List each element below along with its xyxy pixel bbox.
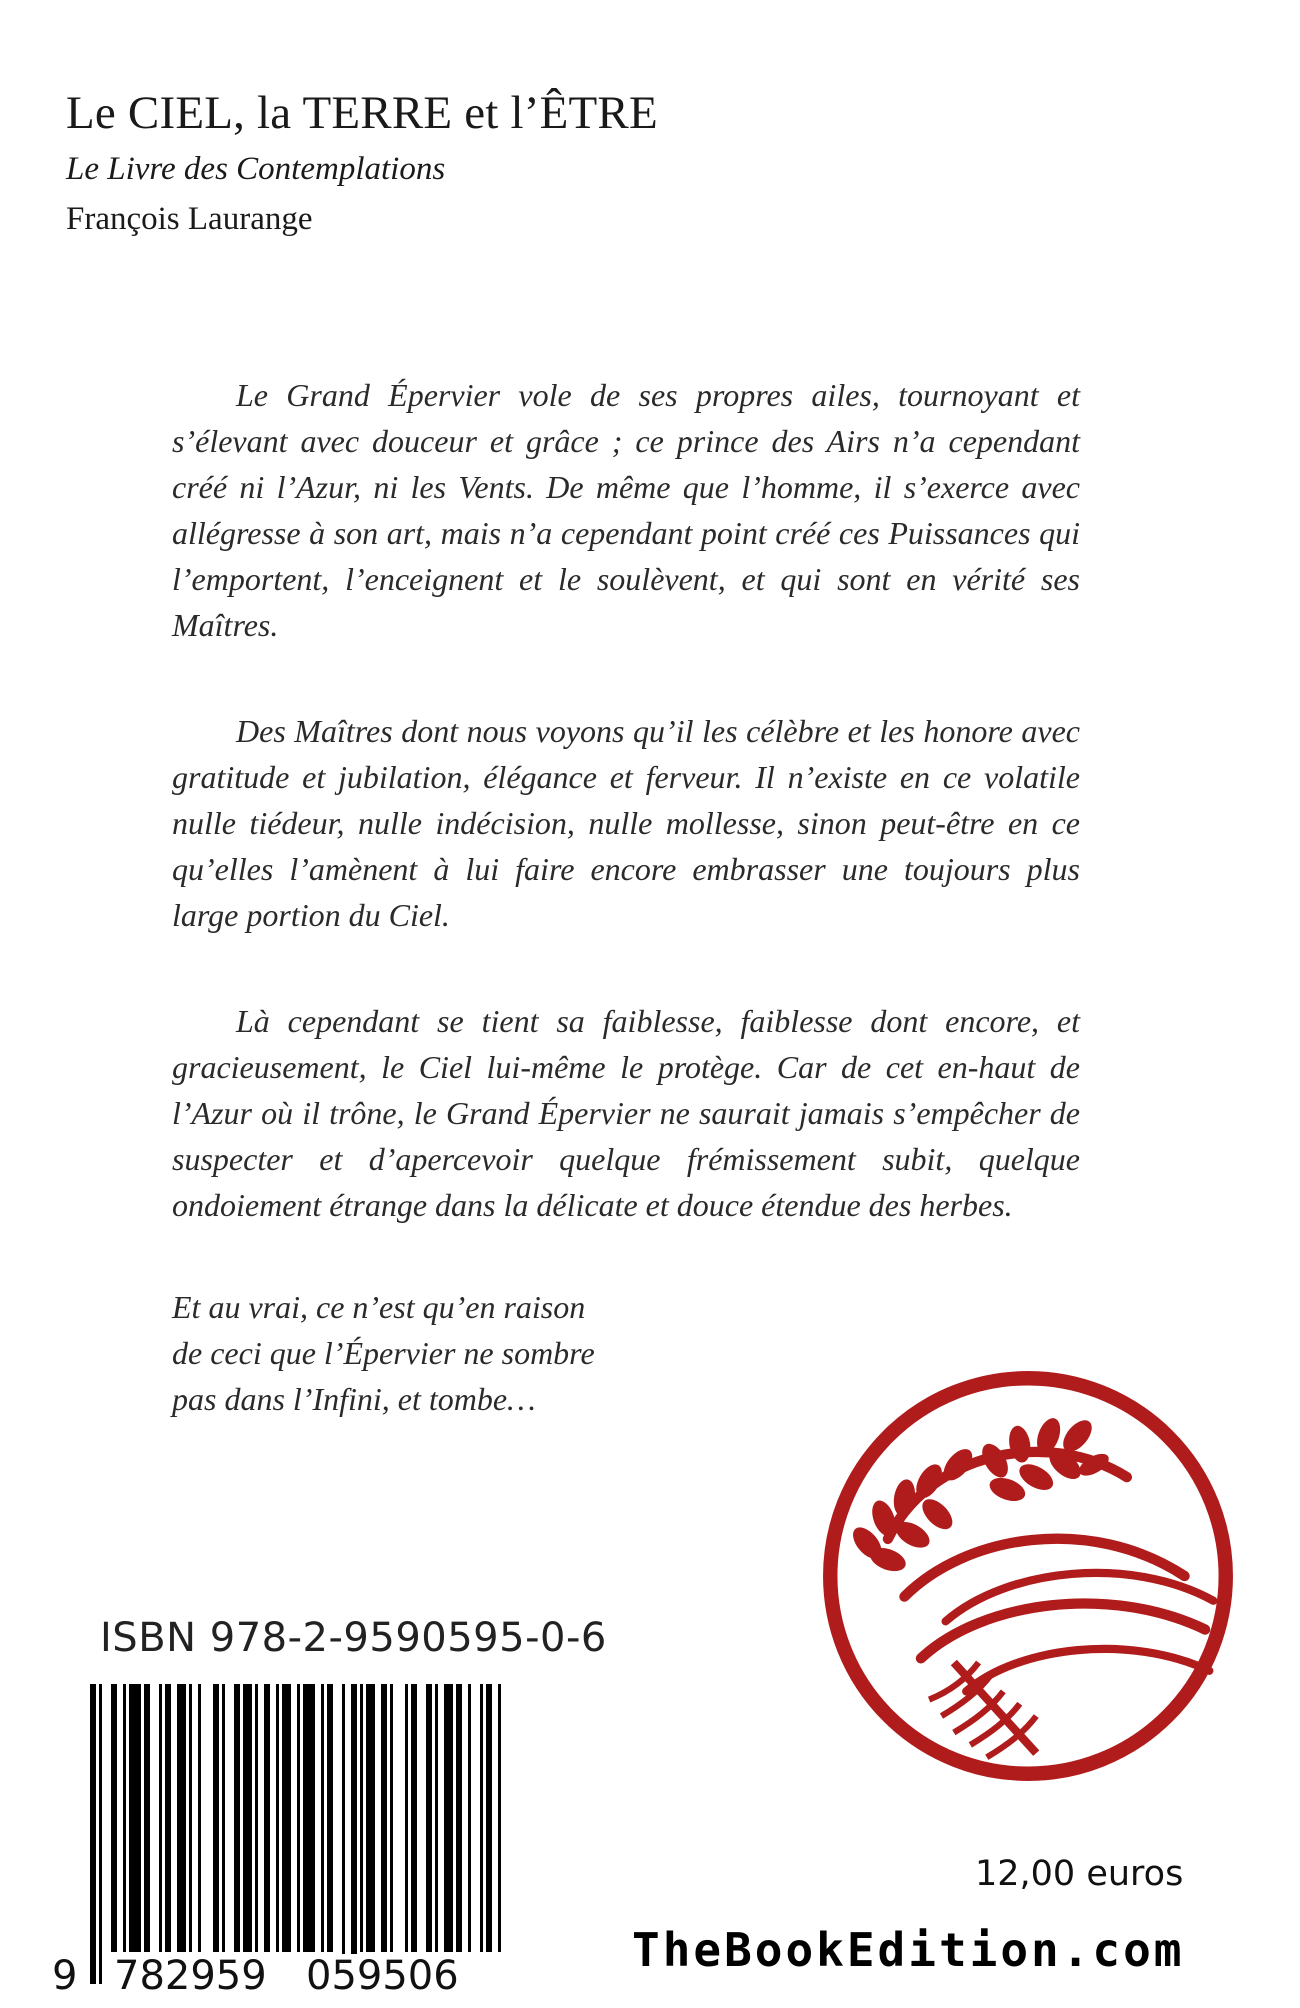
book-subtitle: Le Livre des Contemplations: [66, 151, 446, 187]
book-title: Le CIEL, la TERRE et l’ÊTRE: [66, 87, 658, 139]
barcode-bar: [381, 1684, 387, 1952]
barcode-bar: [177, 1684, 186, 1952]
barcode-bar: [342, 1684, 345, 1984]
barcode-bar: [198, 1684, 201, 1952]
blurb-paragraph: Des Maîtres dont nous voyons qu’il les célèbre et les honore avec gratitude et jubilation, élégance et ferveur. Il n’existe en ce volatile nulle tiédeur, nulle indécision, nulle mollesse, sinon peut-être en ce qu’elles l’amènent à lui faire encore embrasser une toujours plus large portion du Ciel.: [172, 713, 1080, 933]
barcode-bar: [264, 1684, 270, 1952]
barcode-bar: [213, 1684, 219, 1952]
barcode-bar: [99, 1684, 102, 1984]
barcode-bar: [243, 1684, 252, 1952]
barcode-bar: [255, 1684, 258, 1952]
barcode-lead-digit: 9: [52, 1953, 78, 1999]
barcode-bar: [360, 1684, 363, 1952]
barcode-bar: [222, 1684, 225, 1952]
barcode-bar: [123, 1684, 126, 1952]
barcode-bar: [390, 1684, 393, 1952]
barcode-bar: [327, 1684, 333, 1952]
barcode-bar: [456, 1684, 462, 1952]
barcode-bar: [144, 1684, 150, 1952]
barcode-bar: [444, 1684, 453, 1952]
barcode-bar: [297, 1684, 300, 1952]
barcode-left-digits: 782959: [114, 1953, 267, 1999]
barcode-bar: [411, 1684, 417, 1952]
barcode-bar: [90, 1684, 96, 1984]
price: 12,00 euros: [975, 1854, 1184, 1894]
barcode-bar: [282, 1684, 291, 1952]
barcode-bar: [351, 1684, 357, 1984]
barcode-bar: [435, 1684, 438, 1952]
barcode-bar: [426, 1684, 432, 1952]
barcode-bar: [159, 1684, 162, 1952]
barcode-bar: [486, 1684, 492, 1952]
isbn-label: ISBN 978-2-9590595-0-6: [100, 1615, 607, 1661]
barcode-bar: [234, 1684, 240, 1952]
blurb-closing: Et au vrai, ce n’est qu’en raison de ceci que l’Épervier ne sombre pas dans l’Infini, et tombe…: [172, 1289, 595, 1417]
barcode-bar: [468, 1684, 471, 1952]
publisher-name: TheBookEdition.com: [632, 1923, 1185, 1977]
barcode-bar: [498, 1684, 501, 1952]
barcode-bar: [276, 1684, 279, 1952]
barcode: [46, 1680, 518, 2002]
barcode-bar: [165, 1684, 171, 1952]
barcode-bar: [111, 1684, 117, 1952]
blurb-paragraph: Là cependant se tient sa faiblesse, faiblesse dont encore, et gracieusement, le Ciel lui-même le protège. Car de cet en-haut de l’Azur où il trône, le Grand Épervier ne saurait jamais s’empêcher de suspecter et d’apercevoir quelque frémissement subit, quelque ondoiement étrange dans la délicate et douce étendue des herbes.: [172, 1003, 1080, 1223]
barcode-bar: [405, 1684, 408, 1952]
barcode-bar: [129, 1684, 141, 1952]
barcode-bar: [480, 1684, 483, 1952]
book-author: François Laurange: [66, 201, 313, 237]
barcode-bar: [303, 1684, 315, 1952]
barcode-bar: [321, 1684, 324, 1952]
back-cover-blurb: [172, 372, 1080, 1482]
blurb-paragraph: Le Grand Épervier vole de ses propres ailes, tournoyant et s’élevant avec douceur et grâce ; ce prince des Airs n’a cependant créé ni l’Azur, ni les Vents. De même que l’homme, il s’exerce avec allégresse à son art, mais n’a cependant point créé ces Puissances qui l’emportent, l’enceignent et le soulèvent, et qui sont en vérité ses Maîtres.: [172, 377, 1080, 643]
wheat-sheaf-logo-icon: [822, 1370, 1234, 1782]
barcode-bar: [366, 1684, 375, 1952]
barcode-right-digits: 059506: [306, 1953, 459, 1999]
barcode-bar: [189, 1684, 192, 1952]
